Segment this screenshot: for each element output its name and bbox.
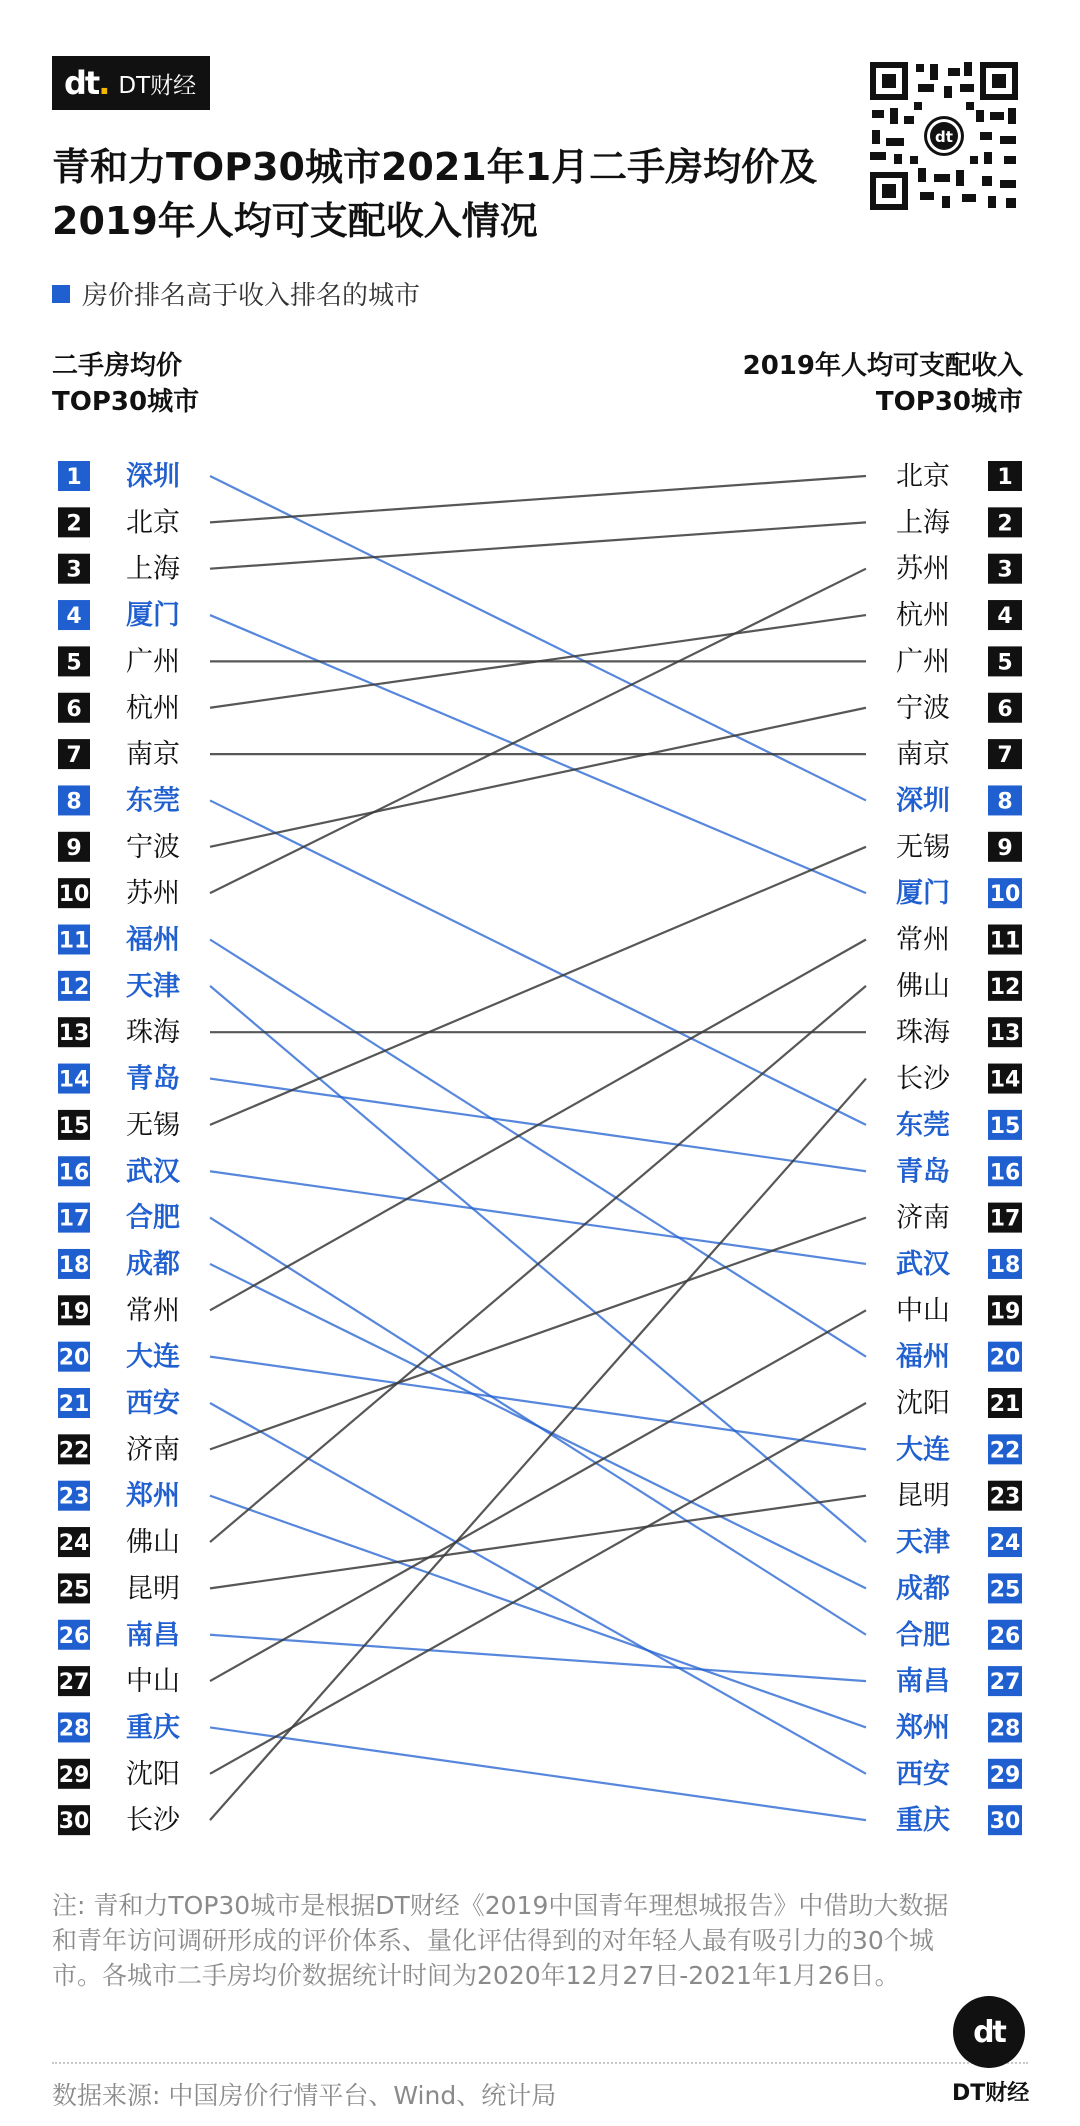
left-city-label: 合肥 [126,1202,180,1234]
divider [52,2062,1028,2064]
right-city-label: 苏州 [896,553,950,585]
right-city-label: 郑州 [896,1712,950,1744]
left-city-label: 天津 [126,970,180,1002]
right-header-line1: 2019年人均可支配收入 [742,351,1023,381]
left-rank-number: 17 [58,1206,90,1232]
connector-常州 [210,940,866,1311]
connector-南昌 [210,1635,866,1681]
right-rank-number: 2 [997,511,1013,537]
connector-济南 [210,1218,866,1450]
legend-swatch [52,285,70,303]
connector-大连 [210,1357,866,1450]
connector-宁波 [210,708,866,847]
right-rank-number: 20 [989,1345,1021,1371]
right-column-header [743,348,1023,420]
right-city-label: 西安 [896,1758,950,1790]
connector-武汉 [210,1171,866,1264]
left-city-label: 珠海 [126,1017,180,1049]
left-city-label: 无锡 [126,1109,180,1141]
right-city-label: 昆明 [896,1480,950,1512]
right-rank-number: 11 [989,928,1021,954]
slope-chart [0,440,1080,1860]
left-rank-number: 19 [58,1299,90,1325]
right-rank-number: 26 [989,1623,1021,1649]
left-rank-number: 29 [58,1762,90,1788]
right-header-line2: TOP30城市 [875,387,1023,417]
connector-昆明 [210,1496,866,1589]
connector-福州 [210,940,866,1357]
right-rank-number: 28 [989,1716,1021,1742]
left-rank-number: 18 [58,1252,90,1278]
left-city-label: 北京 [126,507,180,539]
brand-logo-mark: dt. [64,64,109,102]
right-rank-number: 4 [997,604,1013,630]
right-city-label: 福州 [896,1341,950,1373]
left-city-label: 苏州 [126,878,180,910]
right-city-label: 天津 [896,1527,950,1559]
svg-text:dt: dt [935,128,953,146]
right-rank-number: 24 [989,1531,1021,1557]
data-source: 数据来源: 中国房价行情平台、Wind、统计局 [52,2081,557,2110]
right-rank-number: 12 [989,974,1021,1000]
qr-code[interactable] [864,56,1024,216]
left-rank-number: 2 [66,511,82,537]
footer-brand: DT财经 [952,2081,1030,2106]
connector-长沙 [210,1079,866,1821]
left-rank-number: 30 [58,1809,90,1835]
right-city-label: 重庆 [896,1805,950,1837]
right-city-label: 无锡 [896,831,950,863]
left-rank-number: 22 [58,1438,90,1464]
chart-title [52,140,852,248]
right-rank-number: 27 [989,1670,1021,1696]
right-rank-number: 1 [997,465,1013,490]
left-rank-number: 15 [58,1113,90,1139]
left-header-line1: 二手房均价 [52,351,183,381]
footer-logo-icon: dt [953,1996,1025,2068]
left-rank-number: 10 [58,882,90,908]
left-city-label: 深圳 [126,461,180,492]
left-city-label: 长沙 [126,1805,180,1837]
left-rank-number: 14 [58,1067,90,1093]
left-rank-number: 21 [58,1392,90,1417]
right-rank-number: 3 [997,557,1013,583]
left-city-label: 南京 [126,739,180,771]
right-rank-number: 23 [989,1484,1021,1510]
right-rank-number: 7 [997,743,1013,769]
left-city-label: 福州 [126,924,180,956]
brand-logo [52,56,210,110]
left-rank-number: 5 [66,650,82,676]
left-city-label: 杭州 [126,692,180,724]
left-city-label: 沈阳 [126,1758,180,1790]
left-rank-number: 26 [58,1623,90,1649]
right-city-label: 宁波 [896,692,950,724]
left-city-label: 宁波 [126,831,180,863]
left-city-label: 郑州 [126,1480,180,1512]
right-city-label: 合肥 [896,1619,950,1651]
right-rank-number: 6 [997,696,1013,722]
right-city-label: 珠海 [896,1017,950,1049]
right-rank-number: 29 [989,1762,1021,1788]
left-city-label: 上海 [126,553,180,585]
right-rank-number: 10 [989,882,1021,908]
left-city-label: 大连 [126,1341,180,1373]
right-city-label: 武汉 [896,1248,950,1280]
left-rank-number: 13 [58,1021,90,1047]
left-rank-number: 7 [66,743,82,769]
left-city-label: 南昌 [126,1619,180,1651]
connector-成都 [210,1264,866,1588]
left-rank-number: 3 [66,557,82,583]
left-rank-number: 11 [58,928,90,954]
right-rank-number: 25 [989,1577,1021,1603]
right-rank-number: 30 [989,1809,1021,1835]
left-rank-number: 6 [66,696,82,722]
connector-上海 [210,522,866,568]
right-city-label: 杭州 [896,600,950,632]
connector-中山 [210,1310,866,1681]
connector-东莞 [210,800,866,1124]
connector-苏州 [210,569,866,893]
right-rank-number: 21 [989,1392,1021,1417]
right-city-label: 济南 [896,1202,950,1234]
left-rank-number: 27 [58,1670,90,1696]
right-city-label: 厦门 [896,878,950,910]
legend-label: 房价排名高于收入排名的城市 [82,281,421,311]
left-city-label: 成都 [126,1248,180,1280]
chart-title-line1: 青和力TOP30城市2021年1月二手房均价及 [52,145,818,189]
left-rank-number: 1 [66,465,82,490]
footnote: 注: 青和力TOP30城市是根据DT财经《2019中国青年理想城报告》中借助大数据和青年访问调研形成的评价体系、量化评估得到的对年轻人最有吸引力的30个城市。各城市二手房均价数据统计时间为2020年12月27日-2021年1月26日。 [52,1891,949,1990]
left-city-label: 青岛 [126,1063,180,1095]
left-city-label: 厦门 [126,600,180,632]
left-city-label: 西安 [126,1388,180,1419]
left-rank-number: 8 [66,789,82,815]
legend [52,275,420,312]
right-rank-number: 17 [989,1206,1021,1232]
left-rank-number: 23 [58,1484,90,1510]
chart-title-line2: 2019年人均可支配收入情况 [52,199,538,243]
left-rank-number: 24 [58,1531,90,1557]
left-city-label: 常州 [126,1295,180,1327]
right-city-label: 南京 [896,739,950,771]
right-city-label: 北京 [896,461,950,492]
left-rank-number: 20 [58,1345,90,1371]
left-rank-number: 25 [58,1577,90,1603]
right-rank-number: 22 [989,1438,1021,1464]
right-city-label: 沈阳 [896,1388,950,1419]
right-city-label: 南昌 [896,1666,950,1698]
right-rank-number: 14 [989,1067,1021,1093]
left-rank-number: 12 [58,974,90,1000]
right-rank-number: 8 [997,789,1013,815]
right-rank-number: 16 [989,1160,1021,1186]
left-city-label: 重庆 [126,1712,180,1744]
right-rank-number: 13 [989,1021,1021,1047]
connector-重庆 [210,1727,866,1820]
left-city-label: 广州 [126,646,180,678]
right-rank-number: 18 [989,1252,1021,1278]
brand-logo-text: DT财经 [118,72,197,99]
right-city-label: 深圳 [896,785,950,817]
right-city-label: 东莞 [896,1109,950,1141]
left-city-label: 东莞 [126,785,180,817]
right-city-label: 大连 [896,1434,950,1466]
right-city-label: 青岛 [896,1156,950,1188]
right-rank-number: 9 [997,835,1013,861]
right-rank-number: 15 [989,1113,1021,1139]
right-city-label: 中山 [896,1295,950,1327]
right-city-label: 成都 [896,1573,950,1605]
left-column-header [52,348,199,420]
right-rank-number: 19 [989,1299,1021,1325]
left-rank-number: 16 [58,1160,90,1186]
left-city-label: 佛山 [126,1527,180,1559]
left-header-line2: TOP30城市 [52,387,200,417]
left-rank-number: 9 [66,835,82,861]
connector-无锡 [210,847,866,1125]
right-rank-number: 5 [997,650,1013,676]
left-rank-number: 28 [58,1716,90,1742]
right-city-label: 长沙 [896,1063,950,1095]
connector-深圳 [210,476,866,800]
right-city-label: 广州 [896,646,950,678]
right-city-label: 佛山 [896,970,950,1002]
connector-郑州 [210,1496,866,1728]
left-city-label: 中山 [126,1666,180,1698]
connector-北京 [210,476,866,522]
left-rank-number: 4 [66,604,82,630]
left-city-label: 昆明 [126,1573,180,1605]
right-city-label: 上海 [896,507,950,539]
left-city-label: 武汉 [126,1156,180,1188]
right-city-label: 常州 [896,924,950,956]
left-city-label: 济南 [126,1434,180,1466]
